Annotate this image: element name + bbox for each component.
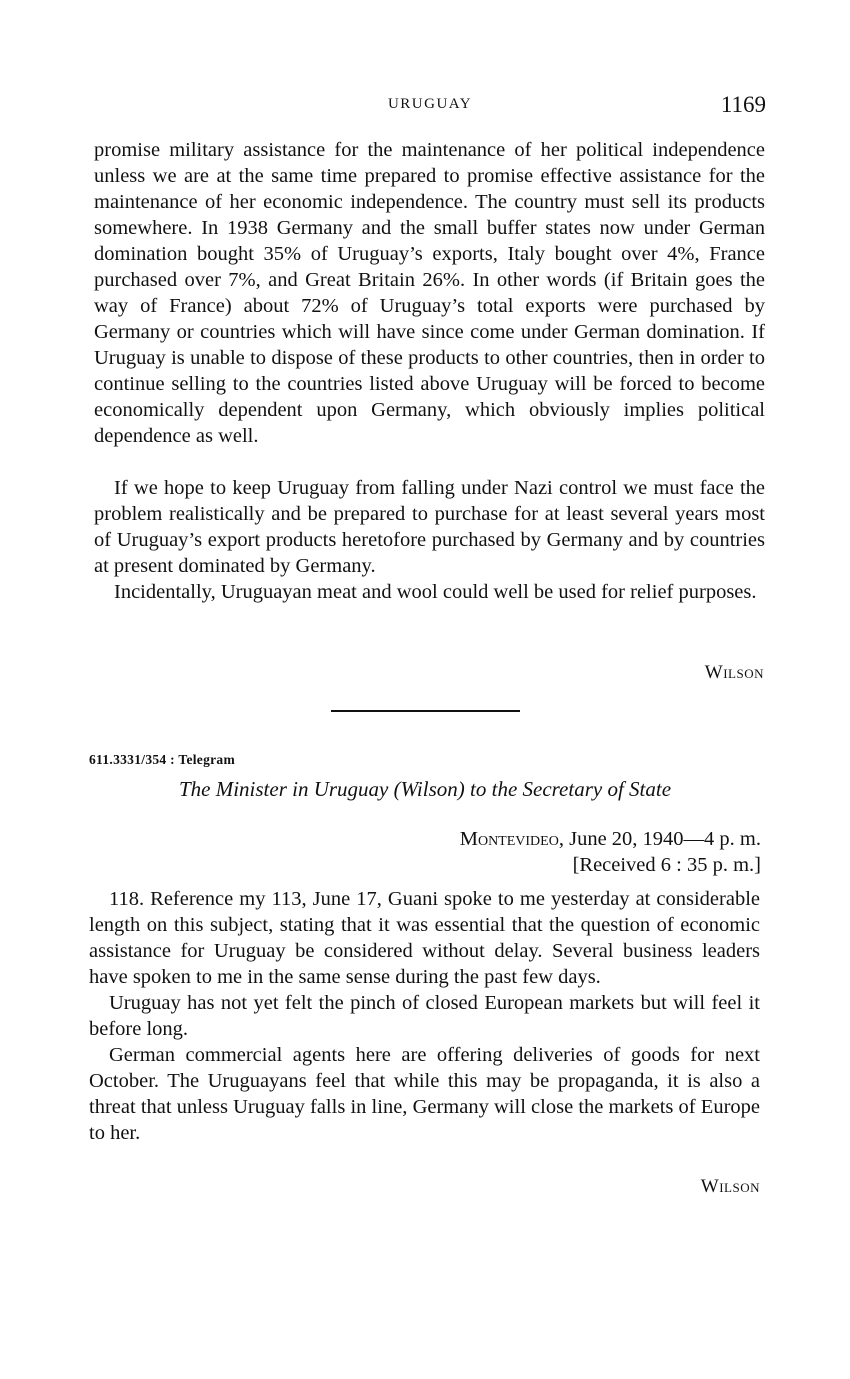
document-title: The Minister in Uruguay (Wilson) to the Secretary of State <box>178 777 672 801</box>
running-head <box>94 92 766 120</box>
body-paragraph: 118. Reference my 113, June 17, Guani spoke to me yesterday at considerable length on this subject, stating that it was essential that the question of economic assistance for Uruguay be considered without delay. Several business leaders have spoken to me in the same sense during the past few days. <box>89 888 760 988</box>
received-time: [Received 6 : 35 p. m.] <box>572 854 761 876</box>
running-title: URUGUAY <box>387 96 473 112</box>
signature: Wilson <box>704 662 764 683</box>
section-divider <box>331 710 520 712</box>
file-reference: 611.3331/354 : Telegram <box>89 752 236 767</box>
page-number: 1169 <box>720 92 766 117</box>
continued-letter-body-2 <box>94 475 765 605</box>
body-paragraph: promise military assistance for the maintenance of her political independence unless we are at the same time prepared to promise effective assistance for the maintenance of her economic independence. The country must sell its products somewhere. In 1938 Germany and the small buffer states now under German domination bought 35% of Uruguay’s exports, Italy bought over 4%, France purchased over 7%, and Great Britain 26%. In other words (if Britain goes the way of France) about 72% of Uruguay’s total exports were purchased by Germany or countries which will have since come under German domination. If Uruguay is unable to dispose of these products to other countries, then in order to continue selling to the countries listed above Uruguay will be forced to become economically dependent upon Germany, which obviously implies political dependence as well. <box>94 139 765 447</box>
telegram-body <box>89 886 760 1146</box>
dateline-place: Montevideo, <box>459 828 564 850</box>
body-paragraph: Incidentally, Uruguayan meat and wool could well be used for relief purposes. <box>114 581 757 603</box>
body-paragraph: German commercial agents here are offering deliveries of goods for next October. The Uruguayans feel that while this may be propaganda, it is also a threat that unless Uruguay falls in line, Germany will close the markets of Europe to her. <box>89 1044 760 1144</box>
dateline <box>460 826 761 852</box>
body-paragraph: If we hope to keep Uruguay from falling under Nazi control we must face the problem realistically and be prepared to purchase for at least several years most of Uruguay’s export products heretofore purchased by Germany and by countries at present dominated by Germany. <box>94 477 765 577</box>
body-paragraph: Uruguay has not yet felt the pinch of closed European markets but will feel it before long. <box>89 992 760 1040</box>
continued-letter-body <box>94 137 765 449</box>
signature: Wilson <box>700 1176 760 1197</box>
dateline-date: June 20, 1940—4 p. m. <box>569 828 761 850</box>
